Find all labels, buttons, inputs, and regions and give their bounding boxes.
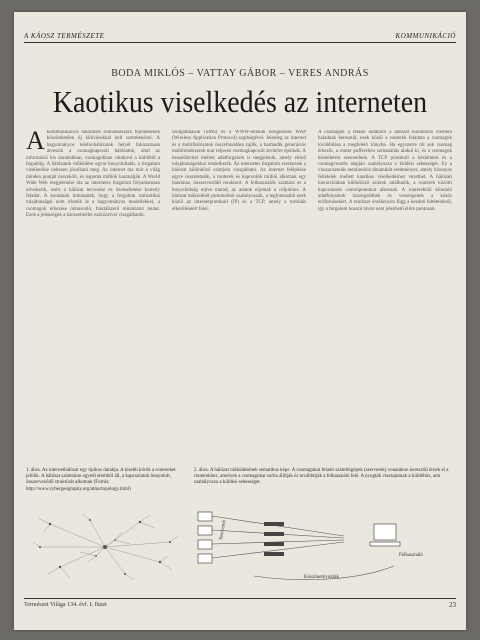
figure-1-caption: 1. ábra. Az internethálózat egy tipikus darabja. A kisebb körök a routereket jelölik. A hálózat számtalan egyedi elemből áll, a kapcsolatok bonyolult, önszerveződő struktúrát alkotnak (Forrás: http://www.cybergeography.org/atlas/topology.html) [26, 468, 176, 492]
article-body [26, 130, 452, 465]
running-header [24, 32, 456, 43]
article-authors: BODA MIKLÓS – VATTAY GÁBOR – VERES ANDRÁS [111, 68, 369, 79]
column-2-text: szolgáltatások (SMS) és a WWW-oldalak böngészése WAP (Wireless Application Protocol) segítségével. Jelenleg az internet és a mobilhálózatok összefonódása zajlik, a harmadik generációs mobilrendszerek már teljesen csomagkapcsolt átvitelre épülnek. A beszédátvitel mellett adatforgalom is megjelenik, amely eltérő tulajdonságokkal rendelkezik. Az internetes forgalom szerkezete a hálózat különböző szintjein vizsgálható. Az internet felépítése egyre összetettebb, a routerek és kapcsolók milliói alkotnak egy hatalmas, önszerveződő rendszert. A felhasználók számára ez a bonyolultság rejtve marad, az adatok eljutnak a céljukhoz. A hálózat működését protokollok szabályozzák, a legfontosabb ezek közül az internetprotokoll (IP) és a TCP, amely a torlódás elkerüléséért felel. [172, 130, 306, 212]
body-column-3 [318, 130, 452, 465]
receiver-computer [370, 524, 400, 546]
body-column-1 [26, 130, 160, 465]
article-title: Kaotikus viselkedés az interneten [52, 84, 428, 119]
ack-label: Köszönetnyugták [304, 575, 339, 580]
server-stack [198, 512, 212, 563]
journal-citation: Természet Világa 134. évf. I. füzet [24, 602, 107, 608]
body-column-2 [172, 130, 306, 465]
section-title-right: KOMMUNIKÁCIÓ [395, 32, 456, 40]
journal-page [14, 12, 466, 630]
page-footer [24, 598, 456, 607]
servers-label: Szerverek [219, 519, 228, 541]
section-title-left: A KÁOSZ TERMÉSZETE [24, 32, 105, 40]
internet-topology-figure [30, 512, 180, 582]
network-schematic-figure [194, 506, 444, 588]
receiver-label: Felhasználó [399, 553, 423, 558]
drop-cap: A [26, 130, 45, 155]
figure-captions [26, 468, 452, 493]
figure-2-caption: 2. ábra. A hálózat működésének sematikus képe. A csomagokat feladó számítógépek (szerverek) vonalakon keresztül érnek el a routerekhez, amelyek a csomagokat sorba állítják és továbbítják a felhasználó felé. A nyugták visszajutnak a küldőhöz, ami szabályozza a küldési sebességet. [194, 468, 449, 486]
column-1-text: kommunikációs hálózatok robbanásszerű fejlődésének köszönhetően új kihívásokkal kell szembenézni. A hagyományos telefonhálózatok helyét fokozatosan átveszik a csomagkapcsolt hálózatok, ahol az információ kis darabokban, csomagokban vándorol a küldőtől a fogadóig. A hálózatok működése egyre bonyolultabb, a forgalom viselkedése nehezen jósolható meg. Az internet ma már a világ minden pontját összeköti, és naponta milliók használják. A World Wide Web megjelenése óta az internetes forgalom folyamatosan növekszik, ezért a hálózat tervezése és üzemeltetése komoly feladat. A kutatások kimutatták, hogy a forgalom statisztikai tulajdonságai nem írhatók le a hagyományos modellekkel, a csomagok érkezése önhasonló, fraktálszerű mintázatot mutat. Ezek a jelenségek a káoszelmélet eszközeivel vizsgálhatók. [26, 130, 160, 219]
column-3-text: A csomagok a feladó oldaláról a hálózat különböző elemein haladnak keresztül, ezek közül a routerek feladata a csomagok továbbítása a megfelelő irányba. Ha egyszerre túl sok csomag érkezik, a router pufferében sorbanállás alakul ki, és a csomagok késleltetést szenvednek. A TCP protokoll a késleltetés és a csomagvesztés alapján szabályozza a küldési sebességet. Ez a visszacsatolás nemlineáris dinamikát eredményez, amely bizonyos feltételek mellett kaotikus viselkedéshez vezethet. A hálózati hierarchiában különböző szintek találhatók, a routerek közötti kapcsolatok csomópontokat alkotnak. A routerekből kiinduló adatfolyamok összegződnek és versengenek a közös erőforrásokért. A rendszer érzékenyen függ a kezdeti feltételektől, így a forgalom hosszú távon nem jelezhető előre pontosan. [318, 130, 452, 212]
page-number: 23 [449, 601, 456, 609]
